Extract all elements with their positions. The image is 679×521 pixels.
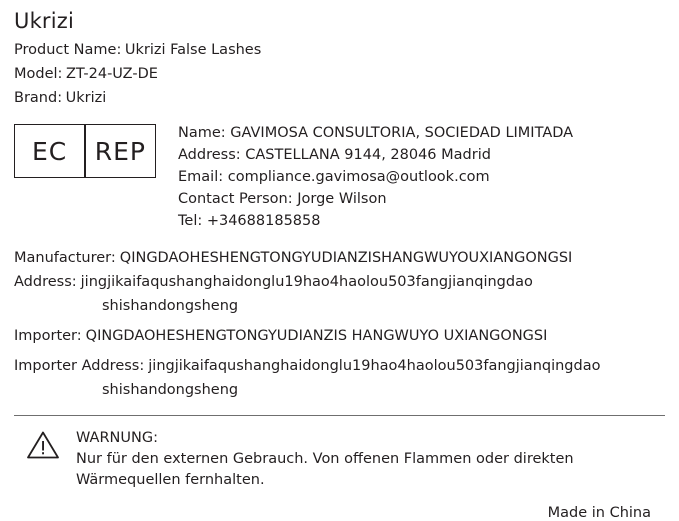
brand-line	[14, 86, 665, 110]
brand-value: Ukrizi	[65, 90, 107, 106]
product-name-line	[14, 38, 665, 62]
ec-rep-symbol-ec: EC	[31, 136, 68, 166]
warning-section	[14, 428, 665, 491]
manufacturer-label: Manufacturer	[14, 250, 111, 266]
importer-value: QINGDAOHESHENGTONGYUDIANZIS HANGWUYO UXIANGONGSI	[85, 328, 548, 344]
product-name-separator: :	[116, 42, 122, 58]
warning-body-line2: Wärmequellen fernhalten.	[76, 472, 265, 488]
product-name-label: Product Name	[14, 42, 117, 58]
importer-separator: :	[76, 328, 82, 344]
manufacturer-line	[14, 246, 665, 270]
model-separator: :	[57, 66, 63, 82]
manufacturer-separator: :	[110, 250, 116, 266]
manufacturer-section	[14, 246, 665, 402]
page-title: Ukrizi	[14, 9, 75, 33]
section-divider	[14, 415, 665, 416]
ec-rep-tel: Tel: +34688185858	[178, 213, 321, 229]
ec-rep-symbol	[14, 124, 156, 178]
importer-address-line	[14, 354, 665, 378]
manufacturer-value: QINGDAOHESHENGTONGYUDIANZISHANGWUYOUXIANGONGSI	[119, 250, 573, 266]
importer-address-line2: shishandongsheng	[102, 382, 239, 398]
brand-separator: :	[57, 90, 63, 106]
importer-address-label: Importer Address	[14, 358, 140, 374]
warning-title: WARNUNG:	[76, 430, 158, 446]
ec-rep-email: Email: compliance.gavimosa@outlook.com	[178, 169, 490, 185]
manufacturer-address-label: Address	[14, 274, 72, 290]
ec-rep-symbol-rep: REP	[94, 136, 147, 166]
model-label: Model	[14, 66, 58, 82]
ec-rep-name: Name: GAVIMOSA CONSULTORIA, SOCIEDAD LIMITADA	[178, 125, 574, 141]
ec-rep-section	[14, 122, 665, 232]
importer-line	[14, 324, 665, 348]
manufacturer-address-separator: :	[71, 274, 77, 290]
manufacturer-address-line2: shishandongsheng	[102, 298, 239, 314]
manufacturer-address-line	[14, 270, 665, 294]
manufacturer-address-value: jingjikaifaqushanghaidonglu19hao4haolou503fangjianqingdao	[80, 274, 533, 290]
importer-address-separator: :	[139, 358, 145, 374]
warning-triangle-icon	[14, 428, 70, 464]
warning-text	[70, 428, 574, 491]
model-line	[14, 62, 665, 86]
warning-body-line1: Nur für den externen Gebrauch. Von offenen Flammen oder direkten	[76, 451, 574, 467]
product-name-value: Ukrizi False Lashes	[124, 42, 262, 58]
brand-label: Brand	[14, 90, 58, 106]
ec-rep-address: Address: CASTELLANA 9144, 28046 Madrid	[178, 147, 491, 163]
made-in-text: Made in China	[547, 505, 651, 521]
importer-label: Importer	[14, 328, 77, 344]
model-value: ZT-24-UZ-DE	[65, 66, 158, 82]
ec-rep-details	[156, 122, 573, 232]
ec-rep-contact-person: Contact Person: Jorge Wilson	[178, 191, 387, 207]
importer-address-value: jingjikaifaqushanghaidonglu19hao4haolou503fangjianqingdao	[148, 358, 601, 374]
